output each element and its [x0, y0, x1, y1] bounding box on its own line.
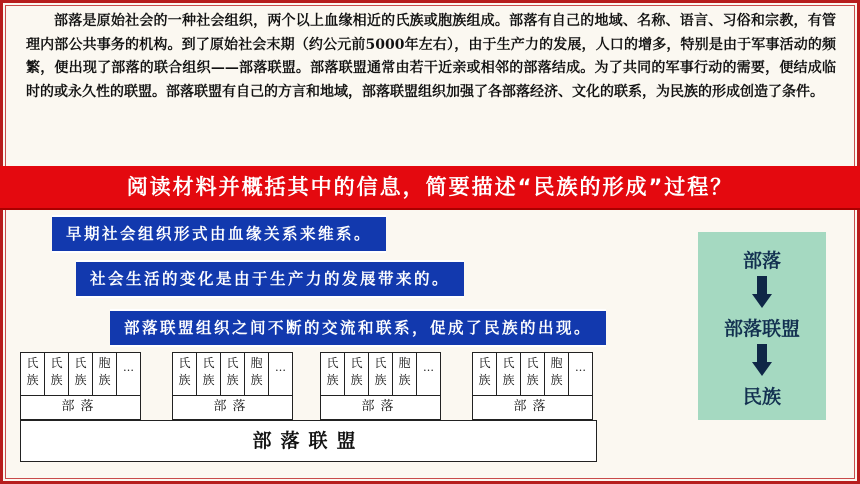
source-paragraph: 部落是原始社会的一种社会组织，两个以上血缘相近的氏族或胞族组成。部落有自己的地域、名称、语言、习俗和宗教，有管理内部公共事务的机构。到了原始社会末期（约公元前5000年左右），由于生产力的发展，人口的增多，特别是由于军事活动的频繁，便出现了部落的联合组织——部落联盟。部落联盟通常由若干近亲或相邻的部落结成。为了共同的军事行动的需要，便结成临时的或永久性的联盟。部落联盟有自己的方言和地域，部落联盟组织加强了各部落经济、文化的联系，为民族的形成创造了条件。 [26, 13, 836, 100]
ellipsis-cell: … [116, 352, 141, 396]
clan-cell [544, 352, 569, 396]
clan-cell [392, 352, 417, 396]
clan-char: 族 [226, 373, 239, 387]
clan-char: 族 [50, 373, 63, 387]
tribe-cell: 部落 [20, 395, 141, 420]
tribe-cell: 部落 [472, 395, 593, 420]
flow-step-tribe: 部落 [742, 250, 781, 272]
clan-char: 族 [326, 373, 339, 387]
clan-char: 族 [178, 373, 191, 387]
tribe-cell: 部落 [320, 395, 441, 420]
ellipsis-cell: … [268, 352, 293, 396]
organization-diagram [20, 352, 597, 462]
clan-char: 氏 [178, 356, 191, 370]
clan-cell [44, 352, 69, 396]
clan-char: 胞 [398, 356, 411, 370]
clan-char: 胞 [98, 356, 111, 370]
clan-char: 胞 [550, 356, 563, 370]
clan-char: 族 [250, 373, 263, 387]
clan-char: 族 [202, 373, 215, 387]
formation-flow [698, 232, 826, 420]
clan-char: 族 [98, 373, 111, 387]
clan-char: 氏 [350, 356, 363, 370]
clan-cell [196, 352, 221, 396]
point-3: 部落联盟组织之间不断的交流和联系，促成了民族的出现。 [110, 309, 606, 347]
clan-cell [244, 352, 269, 396]
tribe-cell: 部落 [172, 395, 293, 420]
clan-char: 族 [478, 373, 491, 387]
clan-cell [520, 352, 545, 396]
clan-char: 族 [398, 373, 411, 387]
clan-cell [472, 352, 497, 396]
clan-cell [68, 352, 93, 396]
clan-char: 氏 [50, 356, 63, 370]
clan-char: 氏 [226, 356, 239, 370]
clan-char: 氏 [326, 356, 339, 370]
flow-step-nation: 民族 [742, 386, 781, 408]
clan-char: 族 [374, 373, 387, 387]
ellipsis-cell: … [568, 352, 593, 396]
clan-char: 氏 [74, 356, 87, 370]
ellipsis-cell: … [416, 352, 441, 396]
question-banner [0, 166, 860, 208]
point-2: 社会生活的变化是由于生产力的发展带来的。 [76, 260, 464, 298]
down-arrow-icon [752, 276, 772, 308]
clan-cell [320, 352, 345, 396]
clan-cell [172, 352, 197, 396]
clan-cell [92, 352, 117, 396]
clan-char: 氏 [526, 356, 539, 370]
clan-char: 族 [26, 373, 39, 387]
flow-step-alliance: 部落联盟 [723, 318, 800, 340]
question-text: 阅读材料并概括其中的信息，简要描述“民族的形成”过程？ [126, 175, 734, 199]
alliance-cell: 部落联盟 [20, 420, 597, 462]
clan-char: 氏 [502, 356, 515, 370]
clan-char: 族 [526, 373, 539, 387]
clan-char: 族 [350, 373, 363, 387]
point-1: 早期社会组织形式由血缘关系来维系。 [52, 215, 386, 253]
clan-char: 族 [502, 373, 515, 387]
clan-char: 氏 [26, 356, 39, 370]
clan-cell [496, 352, 521, 396]
down-arrow-icon [752, 344, 772, 376]
clan-char: 胞 [250, 356, 263, 370]
clan-char: 族 [550, 373, 563, 387]
clan-char: 氏 [478, 356, 491, 370]
clan-cell [220, 352, 245, 396]
clan-char: 氏 [374, 356, 387, 370]
clan-char: 氏 [202, 356, 215, 370]
clan-cell [20, 352, 45, 396]
clan-cell [344, 352, 369, 396]
clan-cell [368, 352, 393, 396]
clan-char: 族 [74, 373, 87, 387]
